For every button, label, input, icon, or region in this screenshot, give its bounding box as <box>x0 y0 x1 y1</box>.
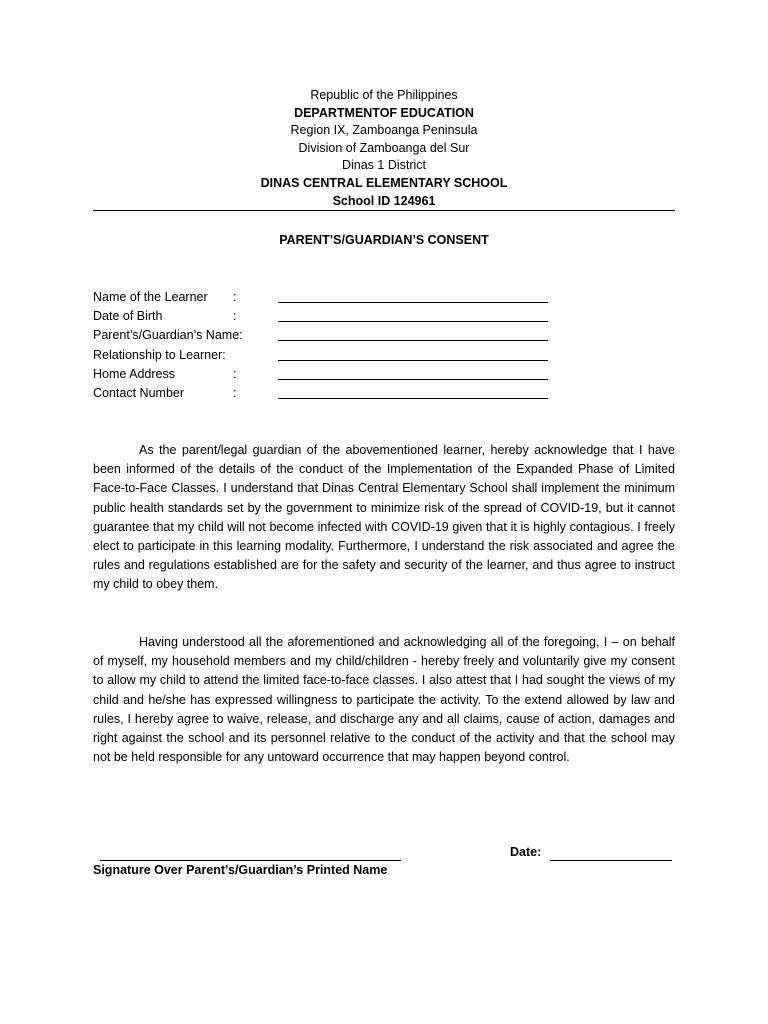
learner-info-fields <box>93 288 563 403</box>
home-address-blank[interactable] <box>278 379 548 380</box>
field-label: Contact Number <box>93 385 185 400</box>
letterhead <box>93 87 675 210</box>
consent-paragraph-1: As the parent/legal guardian of the abovementioned learner, hereby acknowledge that I have been informed of the details of the conduct of the Implementation of the Expanded Phase of Limited Face-to-Face Classes. I understand that Dinas Central Elementary School shall implement the minimum public health standards set by the government to minimize risk of the spread of COVID-19, but it cannot guarantee that my child will not become infected with COVID-19 given that it is highly contagious. I freely elect to participate in this learning modality. Furthermore, I understand the risk associated and agree the rules and regulations established are for the safety and security of the learner, and thus agree to instruct my child to obey them. <box>93 443 675 592</box>
header-divider <box>93 210 675 211</box>
field-learner-name <box>93 288 563 307</box>
letterhead-department: DEPARTMENTOF EDUCATION <box>294 105 474 120</box>
guardian-name-blank[interactable] <box>278 340 548 341</box>
field-contact-number <box>93 384 563 403</box>
field-relationship <box>93 346 563 365</box>
field-colon: : <box>233 309 237 324</box>
consent-paragraph-2: Having understood all the aforementioned and acknowledging all of the foregoing, I – on behalf of myself, my household members and my child/children - hereby freely and voluntarily give my consent to allow my child to attend the limited face-to-face classes. I also attest that I had sought the views of my child and he/she has expressed willingness to participate the activity. To the extend allowed by law and rules, I hereby agree to waive, release, and discharge any and all claims, cause of action, damages and right against the school and its personnel relative to the conduct of the activity and that the school may not be held responsible for any untoward occurrence that may happen beyond control. <box>93 635 675 765</box>
letterhead-district: Dinas 1 District <box>341 158 427 173</box>
date-of-birth-blank[interactable] <box>278 321 548 322</box>
field-colon: : <box>233 385 237 400</box>
letterhead-division: Division of Zamboanga del Sur <box>298 140 470 155</box>
learner-name-blank[interactable] <box>278 302 548 303</box>
field-date-of-birth <box>93 307 563 326</box>
field-label: Parent’s/Guardian’s Name: <box>93 328 243 343</box>
letterhead-country: Republic of the Philippines <box>310 88 458 102</box>
field-colon: : <box>233 366 237 381</box>
field-colon: : <box>233 290 237 304</box>
document-title: PARENT’S/GUARDIAN’S CONSENT <box>279 233 489 247</box>
letterhead-school: DINAS CENTRAL ELEMENTARY SCHOOL <box>260 175 508 190</box>
field-label: Home Address <box>93 366 175 381</box>
field-label: Relationship to Learner: <box>93 347 226 362</box>
field-label: Date of Birth <box>93 309 163 324</box>
date-blank[interactable] <box>550 860 672 861</box>
field-guardian-name <box>93 326 563 345</box>
signature-blank[interactable] <box>100 860 401 861</box>
field-label: Name of the Learner <box>93 290 208 304</box>
relationship-blank[interactable] <box>278 360 548 361</box>
letterhead-school-id: School ID 124961 <box>332 193 436 208</box>
field-home-address <box>93 365 563 384</box>
letterhead-region: Region IX, Zamboanga Peninsula <box>290 123 478 138</box>
date-label: Date: <box>510 845 542 859</box>
contact-number-blank[interactable] <box>278 398 548 399</box>
signature-label: Signature Over Parent’s/Guardian’s Printed Name <box>93 863 388 877</box>
